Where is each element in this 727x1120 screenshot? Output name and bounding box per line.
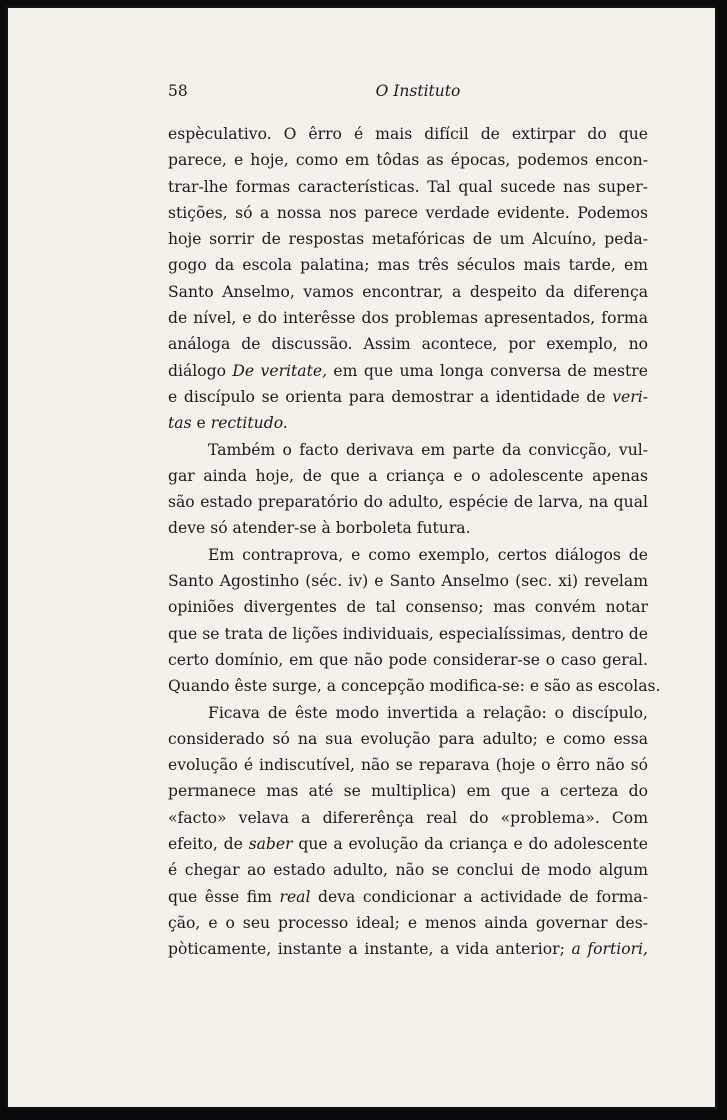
- text-segment: pòticamente, instante a instante, a vida anterior;: [168, 940, 572, 959]
- running-title: O Instituto: [375, 82, 461, 100]
- text-segment: é chegar ao estado adulto, não se conclui de modo algum: [168, 861, 648, 880]
- text-segment: Santo Anselmo, vamos encontrar, a despeito da diferença: [168, 282, 648, 301]
- text-line: [168, 910, 648, 936]
- text-line: [168, 857, 648, 883]
- text-line: [168, 226, 648, 252]
- text-line: [168, 252, 648, 278]
- text-line: [168, 279, 648, 305]
- italic-text: rectitudo.: [210, 414, 288, 433]
- text-segment: Quando êste surge, a concepção modifica-se: e são as escolas.: [168, 677, 661, 696]
- text-line: [168, 621, 648, 647]
- text-segment: análoga de discussão. Assim acontece, por exemplo, no: [168, 335, 648, 354]
- italic-text: real: [279, 887, 311, 906]
- text-segment: deve só atender-se à borboleta futura.: [168, 519, 471, 538]
- text-line: [168, 410, 648, 436]
- text-line: [168, 884, 648, 910]
- italic-text: saber: [248, 835, 293, 854]
- text-segment: e discípulo se orienta para demostrar a identidade de: [168, 387, 613, 406]
- text-segment: parece, e hoje, como em tôdas as épocas, podemos encon-: [168, 151, 648, 170]
- text-segment: efeito, de: [168, 835, 249, 854]
- text-segment: diálogo: [168, 361, 233, 380]
- book-page: [5, 5, 718, 1110]
- text-segment: Ficava de êste modo invertida a relação: o discípulo,: [208, 703, 648, 722]
- text-line: [168, 515, 648, 541]
- text-segment: Santo Agostinho (séc. iv) e Santo Anselmo (sec. xi) revelam: [168, 572, 648, 591]
- italic-text: a fortiori,: [571, 940, 648, 959]
- text-line: [168, 752, 648, 778]
- body-text: [168, 121, 661, 963]
- text-line: [168, 700, 648, 726]
- text-segment: que a evolução da criança e do adolescente: [292, 835, 648, 854]
- text-segment: deva condicionar a actividade de forma-: [310, 887, 648, 906]
- text-segment: evolução é indiscutível, não se reparava (hoje o êrro não só: [168, 756, 648, 775]
- text-line: [168, 805, 648, 831]
- text-line: [168, 489, 648, 515]
- text-segment: hoje sorrir de respostas metafóricas de um Alcuíno, peda-: [168, 230, 648, 249]
- text-segment: que se trata de lições individuais, especialíssimas, dentro de: [168, 624, 648, 643]
- text-line: [168, 936, 648, 962]
- text-segment: gar ainda hoje, de que a criança e o adolescente apenas: [168, 466, 648, 485]
- text-segment: stições, só a nossa nos parece verdade evidente. Podemos: [168, 203, 648, 222]
- text-line: [168, 542, 648, 568]
- text-segment: que êsse fim: [168, 887, 280, 906]
- text-segment: ção, e o seu processo ideal; e menos ainda governar des-: [168, 913, 648, 932]
- italic-text: tas: [168, 414, 192, 433]
- text-line: [168, 778, 648, 804]
- text-line: [168, 463, 648, 489]
- text-line: [168, 384, 648, 410]
- text-line: [168, 831, 648, 857]
- text-segment: Também o facto derivava em parte da convicção, vul-: [208, 440, 648, 459]
- text-line: [168, 200, 648, 226]
- text-segment: considerado só na sua evolução para adulto; e como essa: [168, 729, 648, 748]
- text-line: [168, 305, 648, 331]
- text-segment: gogo da escola palatina; mas três séculos mais tarde, em: [168, 256, 648, 275]
- text-segment: em que uma longa conversa de mestre: [327, 361, 648, 380]
- text-segment: certo domínio, em que não pode considerar-se o caso geral.: [168, 650, 648, 669]
- text-segment: Em contraprova, e como exemplo, certos diálogos de: [208, 545, 648, 564]
- text-segment: de nível, e do interêsse dos problemas apresentados, forma: [168, 309, 648, 328]
- text-line: [168, 647, 648, 673]
- text-segment: permanece mas até se multiplica) em que a certeza do: [168, 782, 648, 801]
- text-line: [168, 174, 648, 200]
- text-segment: «facto» velava a difererênça real do «problema». Com: [168, 808, 648, 827]
- text-segment: espèculativo. O êrro é mais difícil de extirpar do que: [168, 125, 648, 143]
- text-line: [168, 147, 648, 173]
- page-number: 58: [168, 82, 188, 100]
- text-line: [168, 568, 648, 594]
- text-line: [168, 437, 648, 463]
- italic-text: De veritate,: [232, 361, 328, 380]
- text-segment: trar-lhe formas características. Tal qual sucede nas super-: [168, 177, 648, 196]
- text-line: [168, 594, 648, 620]
- text-line: [168, 726, 648, 752]
- text-segment: são estado preparatório do adulto, espécie de larva, na qual: [168, 493, 648, 512]
- page-header: [168, 82, 648, 102]
- text-line: [168, 331, 648, 357]
- text-line: [168, 358, 648, 384]
- italic-text: veri-: [612, 387, 648, 406]
- text-segment: opiniões divergentes de tal consenso; mas convém notar: [168, 598, 648, 617]
- text-line: [168, 673, 661, 699]
- text-line: [168, 121, 648, 147]
- text-segment: e: [191, 414, 211, 433]
